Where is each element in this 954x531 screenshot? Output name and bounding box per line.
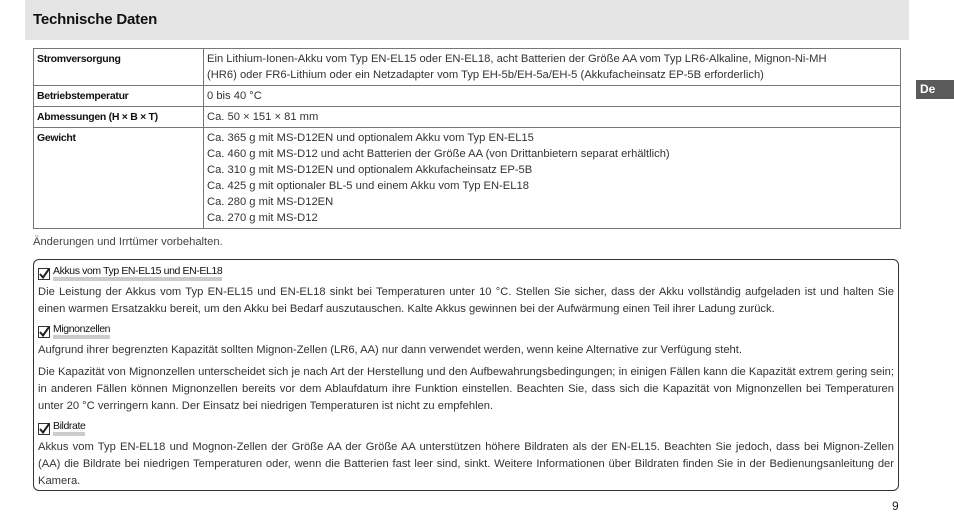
spec-line: (HR6) oder FR6-Lithium oder ein Netzadapter vom Typ EH-5b/EH-5a/EH-5 (Akkufacheinsatz EP-5B erforderlich) — [207, 69, 764, 81]
table-row — [34, 107, 901, 128]
note-title: Bildrate — [53, 421, 85, 436]
note-heading — [38, 323, 894, 340]
language-tab: De — [916, 80, 954, 99]
spec-line: Ca. 425 g mit optionaler BL-5 und einem Akku vom Typ EN-EL18 — [207, 180, 529, 192]
note-paragraph: Akkus vom Typ EN-EL18 und Mognon-Zellen der Größe AA der Größe AA unterstützen höhere Bildraten als der EN-EL15. Beachten Sie jedoch, dass bei Mignon-Zellen (AA) die Bildrate bei niedrigen Temperaturen oder, wenn die Batterien fast leer sind, sinkt. Weitere Informationen über Bildraten finden Sie in der Bedienungsanleitung der Kamera. — [38, 441, 894, 487]
spec-line: Ca. 460 g mit MS-D12 und acht Batterien der Größe AA (von Drittanbietern separat erhältlich) — [207, 148, 670, 160]
page-title: Technische Daten — [33, 11, 158, 28]
note-heading — [38, 420, 894, 437]
note-title: Mignonzellen — [53, 324, 110, 339]
disclaimer-text: Änderungen und Irrtümer vorbehalten. — [33, 236, 223, 248]
spec-line: Ca. 365 g mit MS-D12EN und optionalem Akku vom Typ EN-EL15 — [207, 132, 534, 144]
note-framerate — [38, 420, 894, 490]
checkmark-icon — [38, 326, 50, 338]
note-paragraph: Die Kapazität von Mignonzellen unterscheidet sich je nach Art der Herstellung und den Aufbewahrungsbedingungen; in einigen Fällen kann die Kapazität extrem gering sein; in anderen Fällen können Mignonzellen bereits vor dem Ablaufdatum ihre Funktion einstellen. Beachten Sie, dass sich die Kapazität von Mignonzellen bei Temperaturen unter 20 °C verringern kann. Der Einsatz bei niedrigen Temperaturen ist nicht zu empfehlen. — [38, 366, 894, 412]
note-paragraph: Aufgrund ihrer begrenzten Kapazität sollten Mignon-Zellen (LR6, AA) nur dann verwendet werden, wenn keine Alternative zur Verfügung steht. — [38, 344, 742, 356]
specs-table — [33, 48, 901, 229]
checkmark-icon — [38, 423, 50, 435]
note-title: Akkus vom Typ EN-EL15 und EN-EL18 — [53, 266, 222, 281]
note-mignon — [38, 323, 894, 415]
spec-line: Ein Lithium-Ionen-Akku vom Typ EN-EL15 oder EN-EL18, acht Batterien der Größe AA vom Typ LR6-Alkaline, Mignon-Ni-MH — [207, 53, 827, 65]
spec-label: Betriebstemperatur — [34, 86, 204, 107]
note-heading — [38, 265, 894, 282]
table-row — [34, 49, 901, 86]
note-paragraph: Die Leistung der Akkus vom Typ EN-EL15 und EN-EL18 sinkt bei Temperaturen unter 10 °C. Stellen Sie sicher, dass der Akku vollständig aufgeladen ist und halten Sie einen warmen Ersatzakku bereit, um den Akku bei Bedarf auszutauschen. Kalte Akkus gewinnen bei der Aufwärmung einen Teil ihrer Ladung zurück. — [38, 286, 894, 315]
spec-line: Ca. 310 g mit MS-D12EN und optionalem Akkufacheinsatz EP-5B — [207, 164, 533, 176]
spec-value — [204, 49, 901, 86]
spec-label: Stromversorgung — [34, 49, 204, 86]
title-bar — [25, 0, 909, 40]
spec-value — [204, 86, 901, 107]
spec-value — [204, 128, 901, 229]
spec-line: Ca. 280 g mit MS-D12EN — [207, 196, 334, 208]
checkmark-icon — [38, 268, 50, 280]
spec-value — [204, 107, 901, 128]
table-row — [34, 128, 901, 229]
note-battery — [38, 265, 894, 318]
spec-line: Ca. 270 g mit MS-D12 — [207, 212, 318, 224]
table-row — [34, 86, 901, 107]
spec-label: Abmessungen (H × B × T) — [34, 107, 204, 128]
spec-line: 0 bis 40 °C — [207, 90, 262, 102]
page-number: 9 — [892, 499, 899, 513]
spec-line: Ca. 50 × 151 × 81 mm — [207, 111, 319, 123]
notes-box — [33, 259, 899, 491]
spec-label: Gewicht — [34, 128, 204, 229]
